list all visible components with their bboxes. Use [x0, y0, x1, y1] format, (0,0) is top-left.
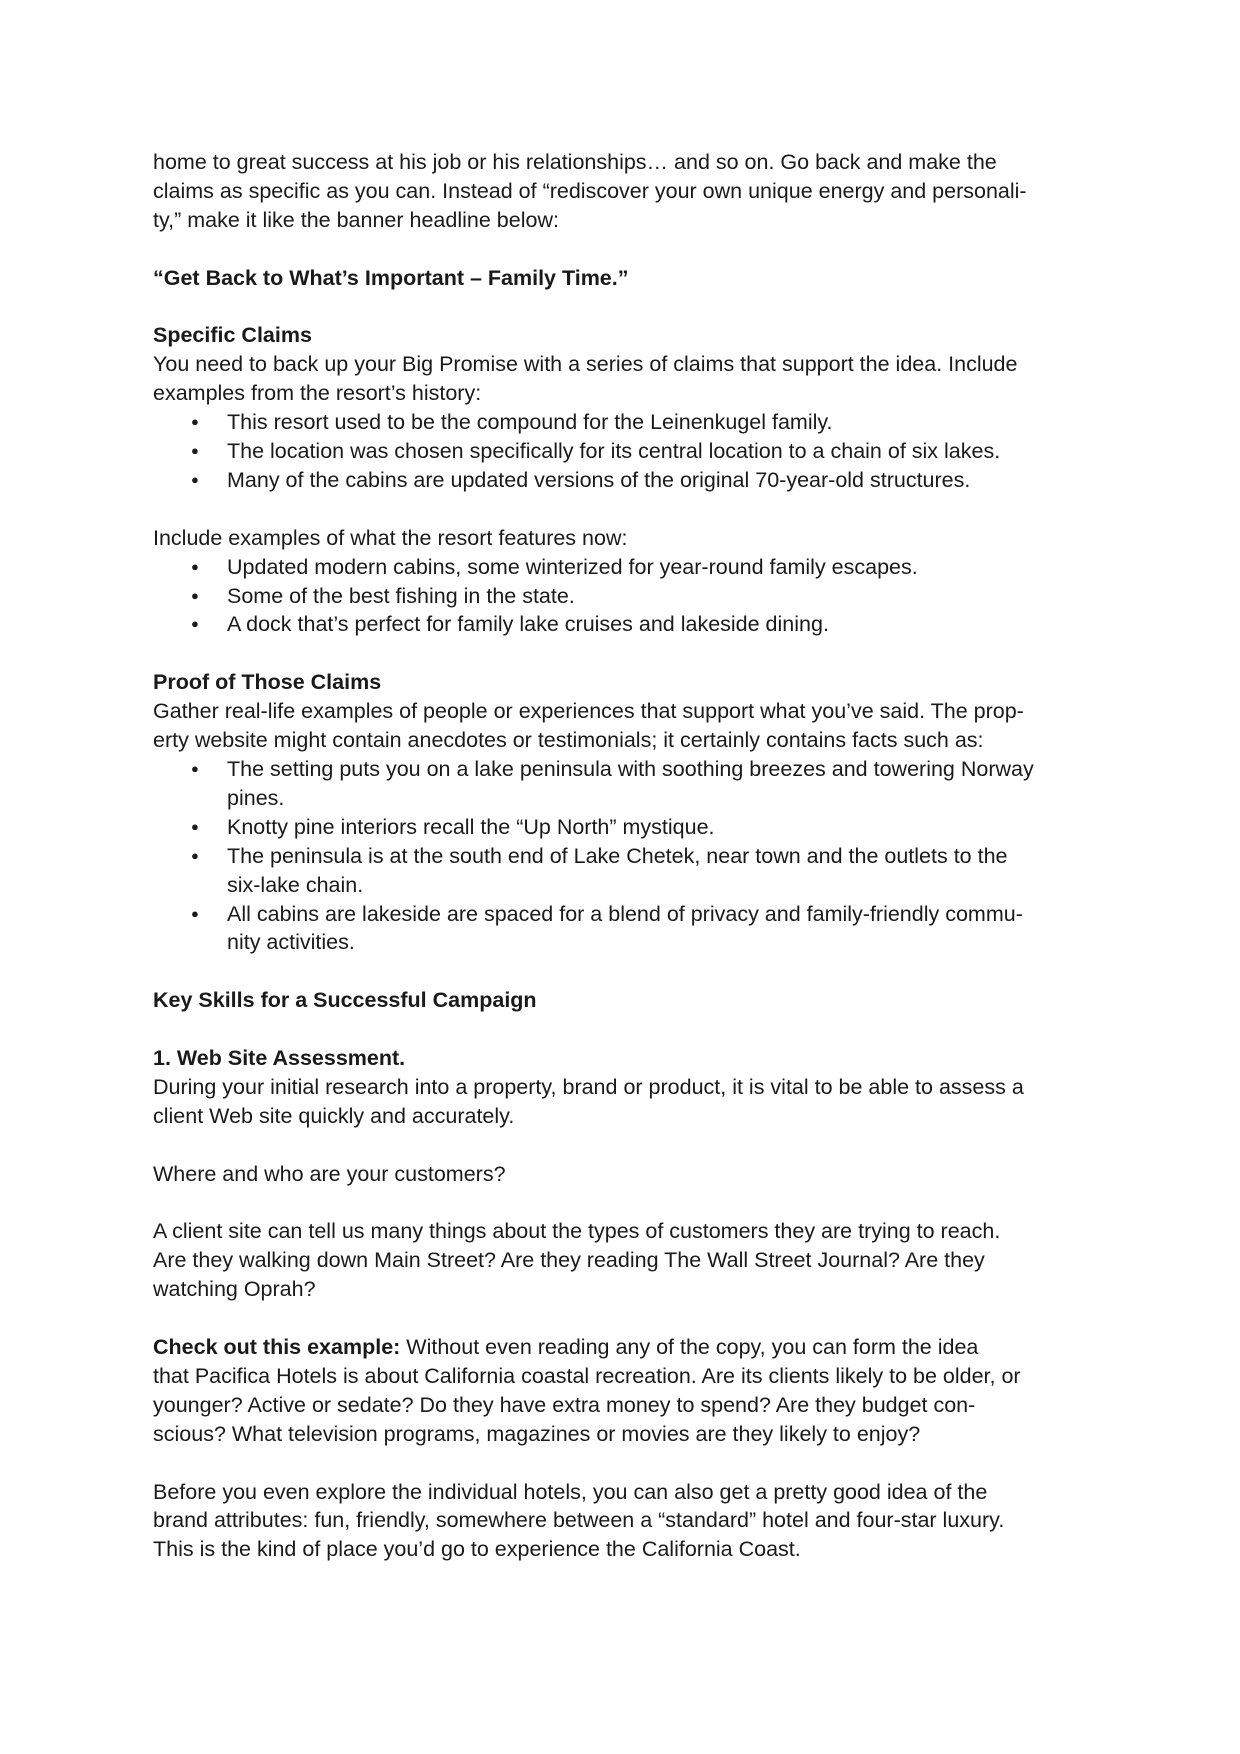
customers-para-line-3: watching Oprah?: [153, 1277, 316, 1302]
list-item: [153, 755, 1098, 813]
example-para-line-2: that Pacifica Hotels is about California coastal recreation. Are its clients likely to be older, or: [153, 1363, 1021, 1388]
intro-line-3: ty,” make it like the banner headline below:: [153, 207, 559, 232]
list-item: ● This resort used to be the compound for the Leinenkugel family.: [153, 408, 1098, 437]
list-item: ● Some of the best fishing in the state.: [153, 582, 1098, 611]
list-item: [153, 900, 1098, 958]
list-item-line: All cabins are lakeside are spaced for a blend of privacy and family-friendly commu-: [227, 901, 1023, 926]
brand-para-line-2: brand attributes: fun, friendly, somewhere between a “standard” hotel and four-star luxury.: [153, 1508, 1005, 1533]
example-text: Without even reading any of the copy, you can form the idea: [400, 1335, 979, 1360]
proof-list: [153, 755, 1098, 957]
features-now-intro: Include examples of what the resort features now:: [153, 525, 628, 550]
list-item: ● Updated modern cabins, some winterized for year-round family escapes.: [153, 553, 1098, 582]
customers-question: Where and who are your customers?: [153, 1161, 506, 1186]
key-skills-heading: Key Skills for a Successful Campaign: [153, 988, 537, 1013]
intro-line-1: home to great success at his job or his relationships… and so on. Go back and make the: [153, 150, 997, 174]
example-para-line-4: scious? What television programs, magazines or movies are they likely to enjoy?: [153, 1421, 921, 1446]
list-item-line: The peninsula is at the south end of Lake Chetek, near town and the outlets to the: [227, 843, 1008, 868]
document-page: [153, 148, 1098, 1564]
web-site-assessment-heading: 1. Web Site Assessment.: [153, 1046, 406, 1070]
example-para-line-1: [153, 1333, 1098, 1362]
intro-line-2: claims as specific as you can. Instead of “rediscover your own unique energy and personali-: [153, 178, 1027, 203]
list-item: ● A dock that’s perfect for family lake cruises and lakeside dining.: [153, 610, 1098, 639]
list-item: ● Many of the cabins are updated versions of the original 70-year-old structures.: [153, 466, 1098, 495]
features-now-list: [153, 553, 1098, 640]
specific-claims-para-line-1: You need to back up your Big Promise with a series of claims that support the idea. Include: [153, 352, 1018, 377]
list-item-line: pines.: [227, 785, 285, 810]
proof-para-line-1: Gather real-life examples of people or experiences that support what you’ve said. The prop-: [153, 699, 1024, 724]
list-item-line: six-lake chain.: [227, 872, 364, 897]
list-item-line: nity activities.: [227, 930, 355, 955]
specific-claims-para-line-2: examples from the resort’s history:: [153, 381, 482, 406]
customers-para-line-2: Are they walking down Main Street? Are they reading The Wall Street Journal? Are they: [153, 1248, 985, 1273]
list-item: ● The location was chosen specifically for its central location to a chain of six lakes.: [153, 437, 1098, 466]
proof-heading: Proof of Those Claims: [153, 670, 382, 695]
brand-para-line-1: Before you even explore the individual hotels, you can also get a pretty good idea of the: [153, 1479, 988, 1504]
proof-para-line-2: erty website might contain anecdotes or testimonials; it certainly contains facts such as:: [153, 728, 984, 753]
specific-claims-heading: Specific Claims: [153, 323, 312, 348]
brand-para-line-3: This is the kind of place you’d go to experience the California Coast.: [153, 1537, 801, 1562]
history-list: [153, 408, 1098, 495]
assessment-para-line-1: During your initial research into a property, brand or product, it is vital to be able to assess a: [153, 1074, 1024, 1099]
list-item-line: Knotty pine interiors recall the “Up North” mystique.: [227, 814, 715, 839]
list-item: [153, 813, 1098, 842]
example-para-line-3: younger? Active or sedate? Do they have extra money to spend? Are they budget con-: [153, 1392, 976, 1417]
customers-para-line-1: A client site can tell us many things about the types of customers they are trying to reach.: [153, 1219, 1001, 1244]
list-item-line: The setting puts you on a lake peninsula with soothing breezes and towering Norway: [227, 756, 1034, 781]
list-item: [153, 842, 1098, 900]
assessment-para-line-2: client Web site quickly and accurately.: [153, 1103, 515, 1128]
example-label: Check out this example:: [153, 1335, 401, 1360]
banner-headline: “Get Back to What’s Important – Family Time.”: [153, 265, 629, 290]
